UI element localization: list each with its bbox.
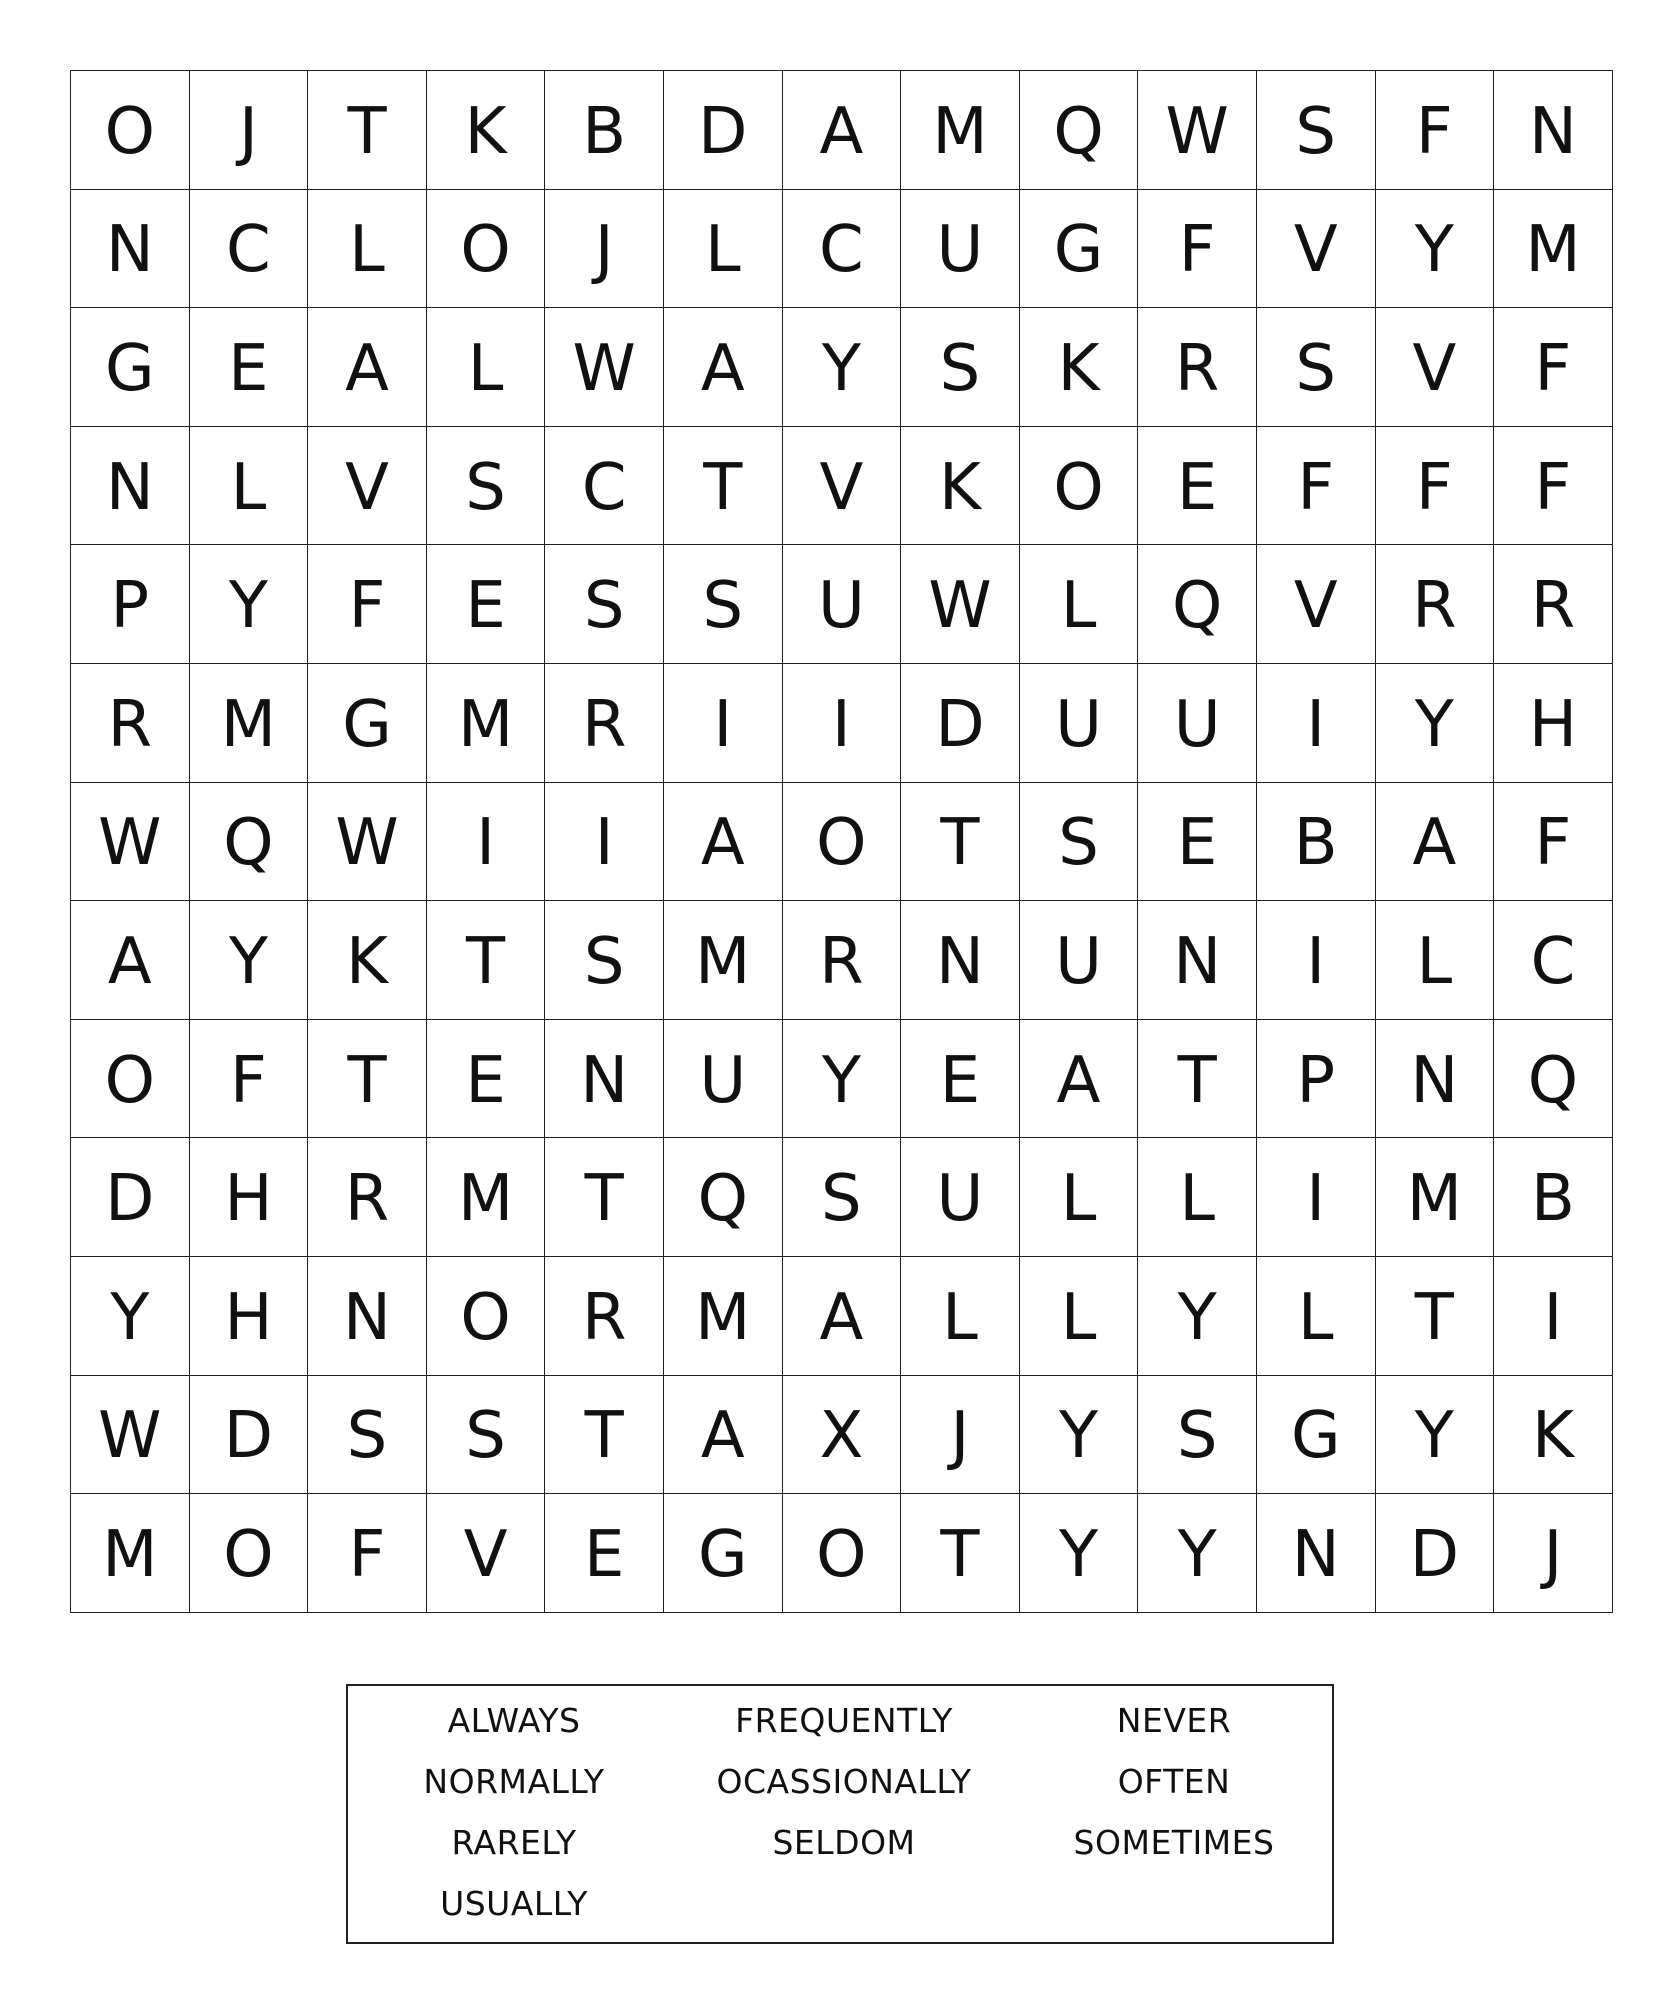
grid-cell-r8-c4: T bbox=[427, 901, 546, 1020]
grid-cell-r13-c2: O bbox=[190, 1494, 309, 1613]
grid-cell-r1-c1: O bbox=[71, 71, 190, 190]
word-bank-item: FREQUENTLY bbox=[735, 1701, 953, 1740]
grid-cell-r3-c1: G bbox=[71, 308, 190, 427]
grid-cell-r6-c9: U bbox=[1020, 664, 1139, 783]
grid-cell-r8-c6: M bbox=[664, 901, 783, 1020]
grid-cell-r4-c1: N bbox=[71, 427, 190, 546]
grid-cell-r9-c10: T bbox=[1138, 1020, 1257, 1139]
grid-cell-r7-c12: A bbox=[1376, 783, 1495, 902]
grid-cell-r1-c12: F bbox=[1376, 71, 1495, 190]
grid-cell-r12-c8: J bbox=[901, 1376, 1020, 1495]
word-bank-item: RARELY bbox=[451, 1823, 577, 1862]
grid-cell-r9-c2: F bbox=[190, 1020, 309, 1139]
grid-cell-r1-c7: A bbox=[783, 71, 902, 190]
grid-cell-r11-c8: L bbox=[901, 1257, 1020, 1376]
grid-cell-r6-c6: I bbox=[664, 664, 783, 783]
word-bank-item: SELDOM bbox=[772, 1823, 916, 1862]
grid-cell-r4-c10: E bbox=[1138, 427, 1257, 546]
grid-cell-r13-c12: D bbox=[1376, 1494, 1495, 1613]
grid-cell-r3-c9: K bbox=[1020, 308, 1139, 427]
grid-cell-r9-c8: E bbox=[901, 1020, 1020, 1139]
grid-cell-r1-c13: N bbox=[1494, 71, 1613, 190]
grid-cell-r6-c12: Y bbox=[1376, 664, 1495, 783]
grid-cell-r3-c8: S bbox=[901, 308, 1020, 427]
grid-cell-r9-c11: P bbox=[1257, 1020, 1376, 1139]
grid-cell-r2-c2: C bbox=[190, 190, 309, 309]
grid-cell-r3-c11: S bbox=[1257, 308, 1376, 427]
grid-cell-r3-c6: A bbox=[664, 308, 783, 427]
grid-cell-r3-c3: A bbox=[308, 308, 427, 427]
grid-cell-r2-c5: J bbox=[545, 190, 664, 309]
grid-cell-r10-c4: M bbox=[427, 1138, 546, 1257]
word-bank-item: NEVER bbox=[1116, 1701, 1232, 1740]
grid-cell-r5-c10: Q bbox=[1138, 545, 1257, 664]
grid-cell-r4-c3: V bbox=[308, 427, 427, 546]
grid-cell-r12-c5: T bbox=[545, 1376, 664, 1495]
word-bank-item: ALWAYS bbox=[447, 1701, 581, 1740]
grid-cell-r3-c4: L bbox=[427, 308, 546, 427]
grid-cell-r13-c6: G bbox=[664, 1494, 783, 1613]
grid-cell-r3-c7: Y bbox=[783, 308, 902, 427]
grid-cell-r1-c4: K bbox=[427, 71, 546, 190]
grid-cell-r13-c3: F bbox=[308, 1494, 427, 1613]
grid-cell-r6-c4: M bbox=[427, 664, 546, 783]
grid-cell-r11-c1: Y bbox=[71, 1257, 190, 1376]
grid-cell-r12-c13: K bbox=[1494, 1376, 1613, 1495]
grid-cell-r2-c8: U bbox=[901, 190, 1020, 309]
grid-cell-r8-c10: N bbox=[1138, 901, 1257, 1020]
grid-cell-r10-c11: I bbox=[1257, 1138, 1376, 1257]
grid-cell-r6-c5: R bbox=[545, 664, 664, 783]
grid-cell-r1-c8: M bbox=[901, 71, 1020, 190]
grid-cell-r1-c2: J bbox=[190, 71, 309, 190]
grid-cell-r5-c5: S bbox=[545, 545, 664, 664]
grid-cell-r4-c6: T bbox=[664, 427, 783, 546]
grid-cell-r4-c13: F bbox=[1494, 427, 1613, 546]
grid-cell-r13-c7: O bbox=[783, 1494, 902, 1613]
grid-cell-r11-c5: R bbox=[545, 1257, 664, 1376]
grid-cell-r12-c4: S bbox=[427, 1376, 546, 1495]
grid-cell-r8-c3: K bbox=[308, 901, 427, 1020]
grid-cell-r11-c10: Y bbox=[1138, 1257, 1257, 1376]
grid-cell-r12-c7: X bbox=[783, 1376, 902, 1495]
grid-cell-r5-c11: V bbox=[1257, 545, 1376, 664]
grid-cell-r7-c3: W bbox=[308, 783, 427, 902]
grid-cell-r13-c4: V bbox=[427, 1494, 546, 1613]
grid-cell-r4-c8: K bbox=[901, 427, 1020, 546]
grid-cell-r5-c1: P bbox=[71, 545, 190, 664]
grid-cell-r11-c2: H bbox=[190, 1257, 309, 1376]
grid-cell-r5-c2: Y bbox=[190, 545, 309, 664]
grid-cell-r8-c8: N bbox=[901, 901, 1020, 1020]
grid-cell-r4-c4: S bbox=[427, 427, 546, 546]
letter-grid bbox=[70, 70, 1613, 1613]
grid-cell-r7-c5: I bbox=[545, 783, 664, 902]
grid-cell-r4-c12: F bbox=[1376, 427, 1495, 546]
word-bank bbox=[346, 1684, 1334, 1944]
grid-cell-r8-c12: L bbox=[1376, 901, 1495, 1020]
word-bank-item: USUALLY bbox=[440, 1884, 588, 1923]
grid-cell-r12-c12: Y bbox=[1376, 1376, 1495, 1495]
grid-cell-r9-c6: U bbox=[664, 1020, 783, 1139]
grid-cell-r2-c10: F bbox=[1138, 190, 1257, 309]
grid-cell-r13-c5: E bbox=[545, 1494, 664, 1613]
grid-cell-r5-c4: E bbox=[427, 545, 546, 664]
grid-cell-r7-c9: S bbox=[1020, 783, 1139, 902]
grid-cell-r2-c1: N bbox=[71, 190, 190, 309]
grid-cell-r11-c12: T bbox=[1376, 1257, 1495, 1376]
grid-cell-r10-c13: B bbox=[1494, 1138, 1613, 1257]
grid-cell-r13-c13: J bbox=[1494, 1494, 1613, 1613]
grid-cell-r2-c13: M bbox=[1494, 190, 1613, 309]
grid-cell-r10-c9: L bbox=[1020, 1138, 1139, 1257]
grid-cell-r13-c9: Y bbox=[1020, 1494, 1139, 1613]
grid-cell-r11-c9: L bbox=[1020, 1257, 1139, 1376]
grid-cell-r7-c2: Q bbox=[190, 783, 309, 902]
grid-cell-r11-c3: N bbox=[308, 1257, 427, 1376]
grid-cell-r6-c8: D bbox=[901, 664, 1020, 783]
grid-cell-r2-c3: L bbox=[308, 190, 427, 309]
grid-cell-r11-c6: M bbox=[664, 1257, 783, 1376]
grid-cell-r12-c9: Y bbox=[1020, 1376, 1139, 1495]
grid-cell-r1-c6: D bbox=[664, 71, 783, 190]
word-bank-item: NORMALLY bbox=[423, 1762, 605, 1801]
grid-cell-r5-c12: R bbox=[1376, 545, 1495, 664]
grid-cell-r9-c13: Q bbox=[1494, 1020, 1613, 1139]
grid-cell-r12-c11: G bbox=[1257, 1376, 1376, 1495]
word-bank-item: SOMETIMES bbox=[1073, 1823, 1275, 1862]
word-bank-item: OCASSIONALLY bbox=[716, 1762, 972, 1801]
grid-cell-r7-c6: A bbox=[664, 783, 783, 902]
grid-cell-r8-c2: Y bbox=[190, 901, 309, 1020]
grid-cell-r8-c5: S bbox=[545, 901, 664, 1020]
grid-cell-r6-c7: I bbox=[783, 664, 902, 783]
grid-cell-r1-c5: B bbox=[545, 71, 664, 190]
grid-cell-r13-c1: M bbox=[71, 1494, 190, 1613]
grid-cell-r12-c10: S bbox=[1138, 1376, 1257, 1495]
grid-cell-r1-c10: W bbox=[1138, 71, 1257, 190]
grid-cell-r1-c3: T bbox=[308, 71, 427, 190]
grid-cell-r10-c10: L bbox=[1138, 1138, 1257, 1257]
grid-cell-r4-c5: C bbox=[545, 427, 664, 546]
grid-cell-r10-c8: U bbox=[901, 1138, 1020, 1257]
grid-cell-r6-c13: H bbox=[1494, 664, 1613, 783]
grid-cell-r8-c1: A bbox=[71, 901, 190, 1020]
grid-cell-r13-c10: Y bbox=[1138, 1494, 1257, 1613]
grid-cell-r3-c10: R bbox=[1138, 308, 1257, 427]
grid-cell-r7-c1: W bbox=[71, 783, 190, 902]
grid-cell-r11-c11: L bbox=[1257, 1257, 1376, 1376]
grid-cell-r13-c8: T bbox=[901, 1494, 1020, 1613]
grid-cell-r11-c7: A bbox=[783, 1257, 902, 1376]
grid-cell-r9-c3: T bbox=[308, 1020, 427, 1139]
grid-cell-r9-c1: O bbox=[71, 1020, 190, 1139]
grid-cell-r7-c4: I bbox=[427, 783, 546, 902]
grid-cell-r11-c4: O bbox=[427, 1257, 546, 1376]
grid-cell-r1-c9: Q bbox=[1020, 71, 1139, 190]
grid-cell-r9-c5: N bbox=[545, 1020, 664, 1139]
grid-cell-r10-c12: M bbox=[1376, 1138, 1495, 1257]
grid-cell-r7-c13: F bbox=[1494, 783, 1613, 902]
grid-cell-r5-c6: S bbox=[664, 545, 783, 664]
grid-cell-r8-c7: R bbox=[783, 901, 902, 1020]
grid-cell-r6-c11: I bbox=[1257, 664, 1376, 783]
grid-cell-r3-c2: E bbox=[190, 308, 309, 427]
grid-cell-r6-c10: U bbox=[1138, 664, 1257, 783]
grid-cell-r9-c7: Y bbox=[783, 1020, 902, 1139]
grid-cell-r12-c6: A bbox=[664, 1376, 783, 1495]
grid-cell-r2-c12: Y bbox=[1376, 190, 1495, 309]
grid-cell-r3-c12: V bbox=[1376, 308, 1495, 427]
grid-cell-r4-c11: F bbox=[1257, 427, 1376, 546]
grid-cell-r10-c5: T bbox=[545, 1138, 664, 1257]
grid-cell-r8-c13: C bbox=[1494, 901, 1613, 1020]
grid-cell-r12-c2: D bbox=[190, 1376, 309, 1495]
grid-cell-r10-c6: Q bbox=[664, 1138, 783, 1257]
grid-cell-r4-c7: V bbox=[783, 427, 902, 546]
grid-cell-r7-c8: T bbox=[901, 783, 1020, 902]
grid-cell-r1-c11: S bbox=[1257, 71, 1376, 190]
grid-cell-r2-c7: C bbox=[783, 190, 902, 309]
grid-cell-r9-c12: N bbox=[1376, 1020, 1495, 1139]
grid-cell-r6-c1: R bbox=[71, 664, 190, 783]
grid-cell-r5-c13: R bbox=[1494, 545, 1613, 664]
grid-cell-r8-c9: U bbox=[1020, 901, 1139, 1020]
grid-cell-r3-c13: F bbox=[1494, 308, 1613, 427]
grid-cell-r12-c1: W bbox=[71, 1376, 190, 1495]
grid-cell-r5-c7: U bbox=[783, 545, 902, 664]
grid-cell-r4-c2: L bbox=[190, 427, 309, 546]
grid-cell-r2-c9: G bbox=[1020, 190, 1139, 309]
grid-cell-r9-c4: E bbox=[427, 1020, 546, 1139]
word-bank-item: OFTEN bbox=[1117, 1762, 1231, 1801]
grid-cell-r6-c2: M bbox=[190, 664, 309, 783]
grid-cell-r7-c10: E bbox=[1138, 783, 1257, 902]
grid-cell-r3-c5: W bbox=[545, 308, 664, 427]
grid-cell-r6-c3: G bbox=[308, 664, 427, 783]
grid-cell-r13-c11: N bbox=[1257, 1494, 1376, 1613]
grid-cell-r5-c9: L bbox=[1020, 545, 1139, 664]
grid-cell-r11-c13: I bbox=[1494, 1257, 1613, 1376]
grid-cell-r12-c3: S bbox=[308, 1376, 427, 1495]
grid-cell-r7-c7: O bbox=[783, 783, 902, 902]
grid-cell-r10-c3: R bbox=[308, 1138, 427, 1257]
grid-cell-r9-c9: A bbox=[1020, 1020, 1139, 1139]
grid-cell-r10-c2: H bbox=[190, 1138, 309, 1257]
grid-cell-r10-c7: S bbox=[783, 1138, 902, 1257]
grid-cell-r2-c6: L bbox=[664, 190, 783, 309]
grid-cell-r4-c9: O bbox=[1020, 427, 1139, 546]
grid-cell-r5-c3: F bbox=[308, 545, 427, 664]
grid-cell-r10-c1: D bbox=[71, 1138, 190, 1257]
grid-cell-r8-c11: I bbox=[1257, 901, 1376, 1020]
grid-cell-r2-c11: V bbox=[1257, 190, 1376, 309]
grid-cell-r2-c4: O bbox=[427, 190, 546, 309]
grid-cell-r5-c8: W bbox=[901, 545, 1020, 664]
grid-cell-r7-c11: B bbox=[1257, 783, 1376, 902]
